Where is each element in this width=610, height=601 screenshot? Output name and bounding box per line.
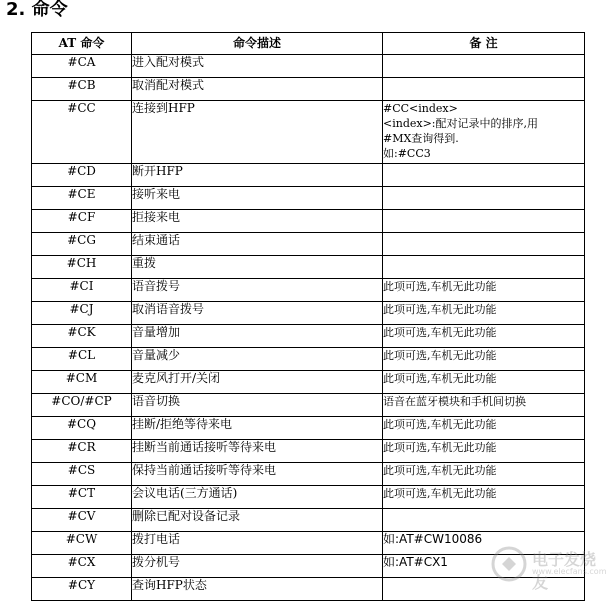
command-description: 删除已配对设备记录	[132, 509, 383, 532]
remark-line: 如:AT#CW10086	[383, 532, 483, 546]
table-row	[32, 348, 585, 371]
command-remark	[383, 101, 585, 164]
command-description: 取消语音拨号	[132, 302, 383, 325]
command-remark	[383, 417, 585, 440]
command-description: 会议电话(三方通话)	[132, 486, 383, 509]
command-remark	[383, 210, 585, 233]
command-description: 拨打电话	[132, 532, 383, 555]
command-code: #CT	[32, 486, 132, 509]
table-row	[32, 463, 585, 486]
command-remark	[383, 509, 585, 532]
command-code: #CM	[32, 371, 132, 394]
watermark-url: www.elecfans.com	[532, 567, 607, 576]
command-code: #CO/#CP	[32, 394, 132, 417]
command-remark	[383, 164, 585, 187]
watermark-text: 电子发烧友	[532, 550, 597, 592]
table-row	[32, 233, 585, 256]
command-description: 语音切换	[132, 394, 383, 417]
command-code: #CB	[32, 78, 132, 101]
table-row	[32, 440, 585, 463]
table-row	[32, 325, 585, 348]
table-row	[32, 509, 585, 532]
at-command-table	[31, 32, 585, 601]
remark-line: 如:AT#CX1	[383, 555, 448, 569]
remark-line: #MX查询得到.	[383, 132, 459, 145]
command-code: #CC	[32, 101, 132, 164]
command-description: 麦克风打开/关闭	[132, 371, 383, 394]
table-row	[32, 394, 585, 417]
table-row	[32, 256, 585, 279]
remark-line: 此项可选,车机无此功能	[383, 418, 497, 431]
remark-line: 此项可选,车机无此功能	[383, 372, 497, 385]
header-at-command: AT 命令	[32, 33, 132, 55]
table-row	[32, 55, 585, 78]
command-description: 连接到HFP	[132, 101, 383, 164]
command-code: #CA	[32, 55, 132, 78]
command-code: #CK	[32, 325, 132, 348]
table-row	[32, 210, 585, 233]
table-row	[32, 302, 585, 325]
command-code: #CY	[32, 578, 132, 601]
table-row	[32, 101, 585, 164]
command-description: 断开HFP	[132, 164, 383, 187]
header-command-description: 命令描述	[132, 33, 383, 55]
remark-line: <index>:配对记录中的排序,用	[383, 117, 538, 130]
command-description: 挂断当前通话接听等待来电	[132, 440, 383, 463]
command-remark	[383, 463, 585, 486]
command-code: #CL	[32, 348, 132, 371]
command-code: #CD	[32, 164, 132, 187]
command-code: #CW	[32, 532, 132, 555]
remark-line: 如:#CC3	[383, 147, 431, 160]
command-description: 语音拨号	[132, 279, 383, 302]
remark-line: 此项可选,车机无此功能	[383, 441, 497, 454]
command-remark	[383, 233, 585, 256]
remark-line: 此项可选,车机无此功能	[383, 326, 497, 339]
command-code: #CE	[32, 187, 132, 210]
command-remark	[383, 486, 585, 509]
remark-line: #CC<index>	[383, 102, 458, 115]
command-description: 挂断/拒绝等待来电	[132, 417, 383, 440]
table-row	[32, 279, 585, 302]
remark-line: 此项可选,车机无此功能	[383, 487, 497, 500]
table-row	[32, 78, 585, 101]
table-row	[32, 164, 585, 187]
command-remark	[383, 256, 585, 279]
table-row	[32, 187, 585, 210]
command-description: 接听来电	[132, 187, 383, 210]
header-remarks: 备 注	[383, 33, 585, 55]
command-description: 音量增加	[132, 325, 383, 348]
table-row	[32, 486, 585, 509]
remark-line: 语音在蓝牙模块和手机间切换	[383, 395, 526, 408]
command-code: #CV	[32, 509, 132, 532]
command-remark	[383, 440, 585, 463]
command-description: 音量减少	[132, 348, 383, 371]
command-code: #CQ	[32, 417, 132, 440]
remark-line: 此项可选,车机无此功能	[383, 280, 497, 293]
command-code: #CR	[32, 440, 132, 463]
command-remark	[383, 55, 585, 78]
command-code: #CH	[32, 256, 132, 279]
command-code: #CJ	[32, 302, 132, 325]
table-header-row	[32, 33, 585, 55]
command-remark	[383, 371, 585, 394]
command-description: 取消配对模式	[132, 78, 383, 101]
command-remark	[383, 78, 585, 101]
command-code: #CF	[32, 210, 132, 233]
command-description: 进入配对模式	[132, 55, 383, 78]
command-description: 结束通话	[132, 233, 383, 256]
command-code: #CI	[32, 279, 132, 302]
table-row	[32, 371, 585, 394]
command-description: 重拨	[132, 256, 383, 279]
remark-line: 此项可选,车机无此功能	[383, 349, 497, 362]
command-remark	[383, 302, 585, 325]
table-row	[32, 417, 585, 440]
section-heading: 2. 命令	[6, 0, 68, 20]
command-remark	[383, 187, 585, 210]
command-remark	[383, 348, 585, 371]
watermark-icon	[490, 545, 528, 583]
command-remark	[383, 394, 585, 417]
command-code: #CG	[32, 233, 132, 256]
command-description: 拨分机号	[132, 555, 383, 578]
command-code: #CX	[32, 555, 132, 578]
watermark-logo	[490, 545, 607, 592]
command-remark	[383, 279, 585, 302]
command-description: 查询HFP状态	[132, 578, 383, 601]
command-description: 拒接来电	[132, 210, 383, 233]
remark-line: 此项可选,车机无此功能	[383, 464, 497, 477]
remark-line: 此项可选,车机无此功能	[383, 303, 497, 316]
command-description: 保持当前通话接听等待来电	[132, 463, 383, 486]
command-code: #CS	[32, 463, 132, 486]
command-remark	[383, 325, 585, 348]
